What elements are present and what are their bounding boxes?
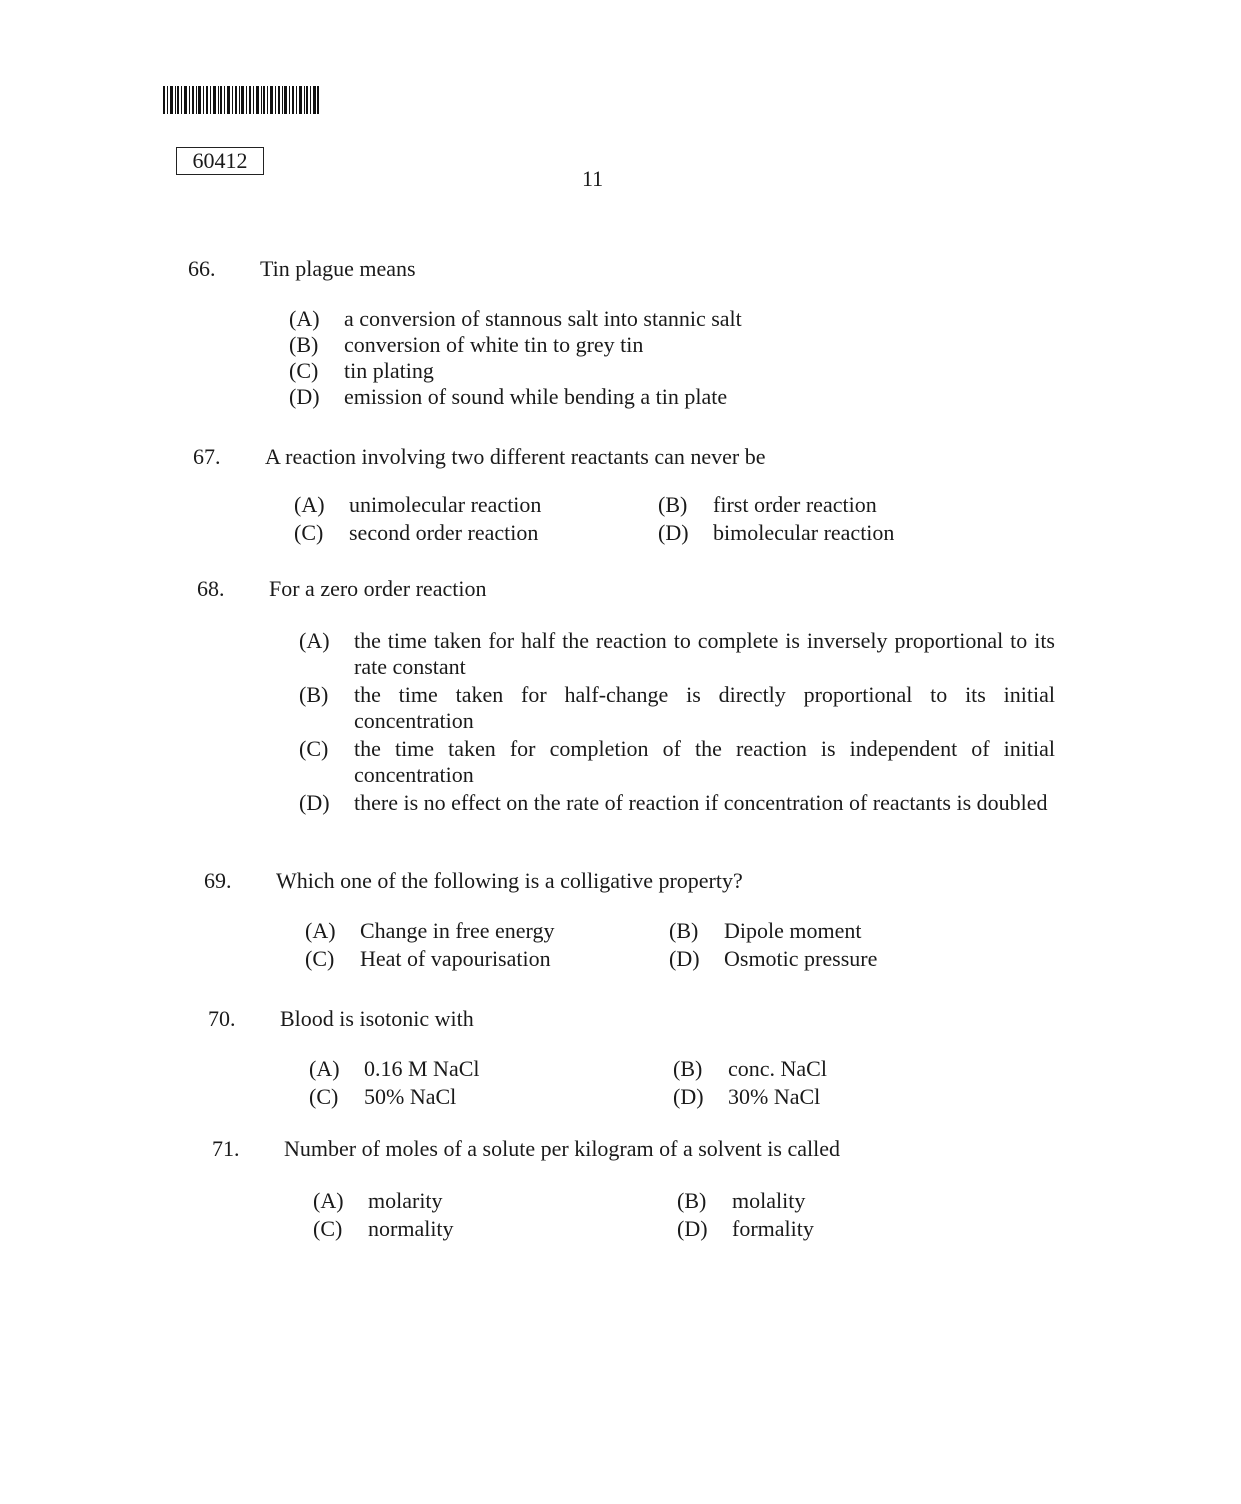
option-text: normality: [368, 1216, 454, 1241]
question-text: Number of moles of a solute per kilogram of a solvent is called: [284, 1136, 840, 1161]
option-text: a conversion of stannous salt into stannic salt: [344, 306, 742, 331]
option-c[interactable]: [294, 520, 658, 546]
option-c[interactable]: [309, 1084, 673, 1110]
option-text: tin plating: [344, 358, 434, 383]
option-c[interactable]: [313, 1216, 677, 1242]
option-letter: (B): [669, 918, 699, 943]
option-c[interactable]: [305, 946, 669, 972]
option-letter: (A): [289, 306, 320, 331]
option-letter: (B): [299, 682, 329, 707]
option-letter: (C): [294, 520, 324, 545]
option-text: conversion of white tin to grey tin: [344, 332, 644, 357]
question-text: For a zero order reaction: [269, 576, 487, 601]
question-number: 66.: [188, 256, 216, 281]
option-a[interactable]: [309, 1056, 673, 1082]
question-text: Blood is isotonic with: [280, 1006, 474, 1031]
option-d[interactable]: [289, 384, 828, 410]
option-a[interactable]: [313, 1188, 677, 1214]
option-letter: (B): [289, 332, 319, 357]
option-text: emission of sound while bending a tin plate: [344, 384, 728, 409]
option-a[interactable]: [294, 492, 658, 518]
option-c[interactable]: [289, 358, 828, 384]
option-text: bimolecular reaction: [713, 520, 895, 545]
question-71: [212, 1136, 972, 1242]
question-number: 70.: [208, 1006, 236, 1031]
option-letter: (C): [299, 736, 329, 761]
option-letter: (A): [309, 1056, 340, 1081]
question-69: [204, 868, 964, 972]
question-70: [208, 1006, 968, 1110]
question-68: [197, 576, 1057, 816]
option-text: the time taken for completion of the reaction is independent of initial concentration: [354, 736, 1055, 787]
question-text: A reaction involving two different reactants can never be: [265, 444, 766, 469]
option-text: Dipole moment: [724, 918, 862, 943]
option-text: 0.16 M NaCl: [364, 1056, 480, 1081]
option-letter: (C): [313, 1216, 343, 1241]
option-c[interactable]: [299, 736, 1055, 788]
option-letter: (D): [289, 384, 320, 409]
option-letter: (A): [299, 628, 330, 653]
option-b[interactable]: [673, 1056, 933, 1082]
option-text: the time taken for half the reaction to complete is inversely proportional to its rate constant: [354, 628, 1055, 679]
option-b[interactable]: [669, 918, 929, 944]
option-letter: (B): [677, 1188, 707, 1213]
question-67: [193, 444, 953, 546]
option-b[interactable]: [658, 492, 918, 518]
option-letter: (C): [289, 358, 319, 383]
option-text: Osmotic pressure: [724, 946, 878, 971]
paper-code: 60412: [176, 147, 264, 175]
option-letter: (B): [673, 1056, 703, 1081]
option-d[interactable]: [673, 1084, 933, 1110]
option-letter: (C): [309, 1084, 339, 1109]
option-letter: (D): [669, 946, 700, 971]
question-number: 71.: [212, 1136, 240, 1161]
question-text: Which one of the following is a colligative property?: [276, 868, 743, 893]
option-b[interactable]: [299, 682, 1055, 734]
barcode: [163, 86, 319, 114]
option-d[interactable]: [658, 520, 918, 546]
question-number: 69.: [204, 868, 232, 893]
option-text: first order reaction: [713, 492, 877, 517]
option-d[interactable]: [677, 1216, 937, 1242]
option-letter: (D): [673, 1084, 704, 1109]
option-text: second order reaction: [349, 520, 539, 545]
option-text: Heat of vapourisation: [360, 946, 551, 971]
question-number: 67.: [193, 444, 221, 469]
option-text: formality: [732, 1216, 814, 1241]
option-b[interactable]: [289, 332, 828, 358]
option-a[interactable]: [289, 306, 828, 332]
option-b[interactable]: [677, 1188, 937, 1214]
option-letter: (D): [299, 790, 330, 815]
option-text: molarity: [368, 1188, 443, 1213]
option-d[interactable]: [669, 946, 929, 972]
option-text: 50% NaCl: [364, 1084, 457, 1109]
option-letter: (A): [305, 918, 336, 943]
option-text: 30% NaCl: [728, 1084, 821, 1109]
option-a[interactable]: [299, 628, 1055, 680]
option-letter: (D): [658, 520, 689, 545]
option-letter: (A): [313, 1188, 344, 1213]
option-a[interactable]: [305, 918, 669, 944]
option-text: unimolecular reaction: [349, 492, 542, 517]
option-letter: (D): [677, 1216, 708, 1241]
question-text: Tin plague means: [260, 256, 416, 281]
option-letter: (B): [658, 492, 688, 517]
option-text: the time taken for half-change is directly proportional to its initial concentration: [354, 682, 1055, 733]
option-text: there is no effect on the rate of reaction if concentration of reactants is doubled: [354, 790, 1048, 815]
option-text: molality: [732, 1188, 806, 1213]
question-66: [188, 256, 828, 410]
question-number: 68.: [197, 576, 225, 601]
option-letter: (A): [294, 492, 325, 517]
option-d[interactable]: [299, 790, 1055, 816]
option-text: conc. NaCl: [728, 1056, 827, 1081]
option-text: Change in free energy: [360, 918, 555, 943]
page-number: 11: [582, 166, 604, 191]
option-letter: (C): [305, 946, 335, 971]
